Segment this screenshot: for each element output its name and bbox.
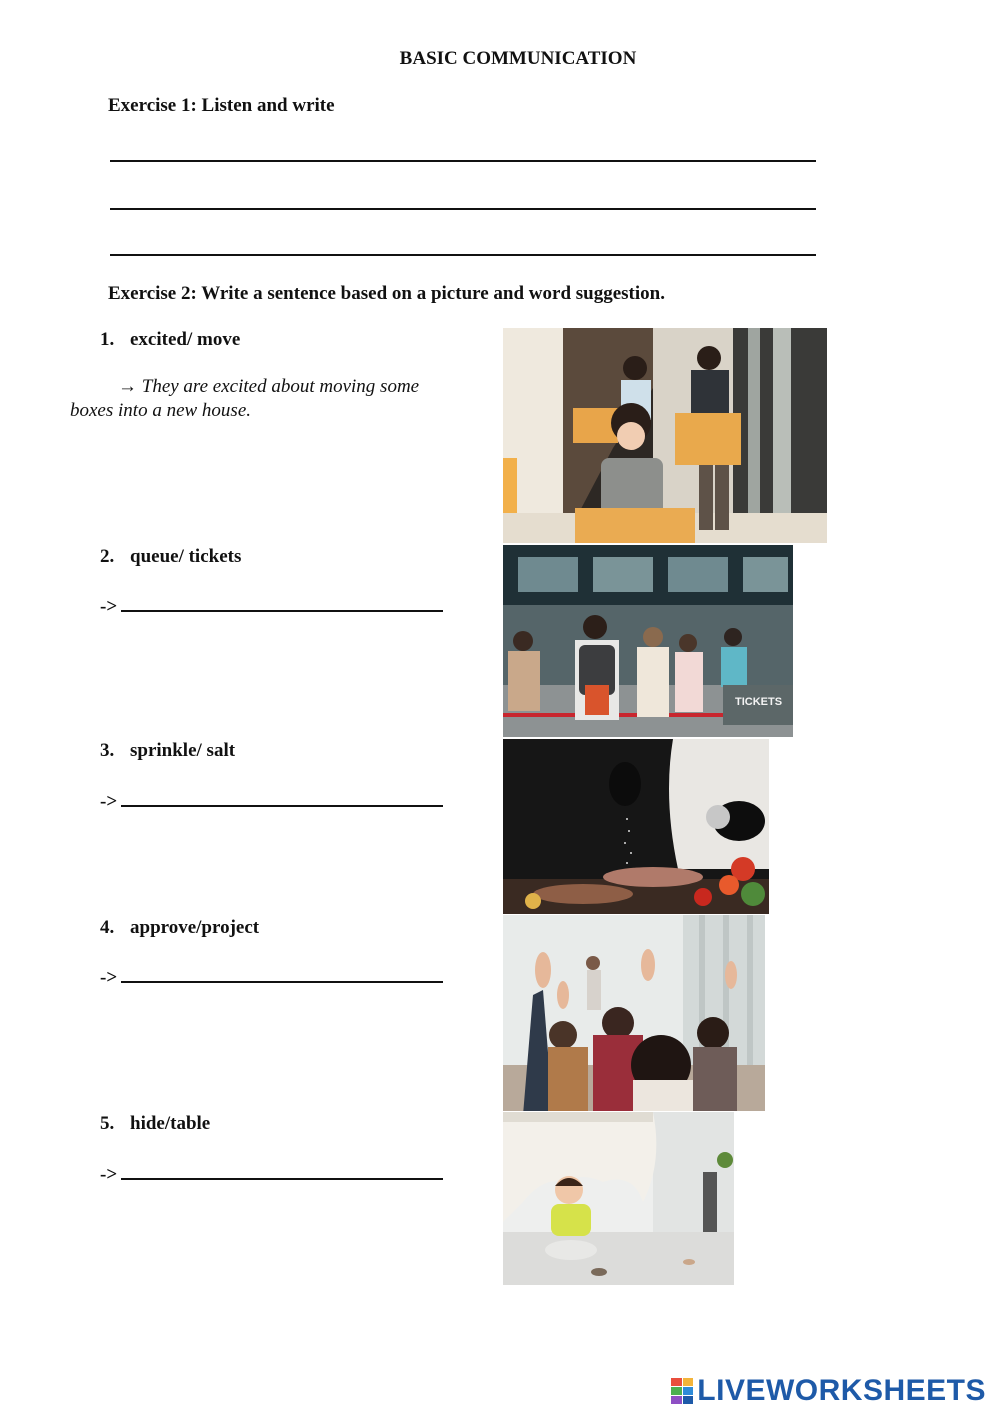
page-title: BASIC COMMUNICATION: [399, 48, 637, 69]
item-number: 2.: [100, 546, 115, 567]
sprinkling-salt-photo: [503, 739, 769, 914]
ticket-queue-photo: [503, 545, 793, 737]
item-prompt: excited/ move: [130, 329, 241, 350]
item-prompt: approve/project: [130, 917, 260, 938]
item-prompt: queue/ tickets: [130, 546, 242, 567]
family-moving-boxes-photo: [503, 328, 827, 543]
item-number: 3.: [100, 740, 115, 761]
item-4-answer-row: [100, 963, 443, 989]
answer-arrow: ->: [100, 1164, 118, 1185]
answer-line-3[interactable]: [110, 254, 816, 256]
item-prompt: sprinkle/ salt: [130, 740, 236, 761]
answer-line-1[interactable]: [110, 160, 816, 162]
example-line-1: They are excited about moving some: [141, 376, 420, 397]
answer-blank[interactable]: [121, 787, 443, 807]
item-5-label: [100, 1113, 210, 1135]
item-5-answer-row: [100, 1160, 443, 1186]
logo-text: LIVEWORKSHEETS: [697, 1374, 986, 1407]
raised-hands-meeting-photo: [503, 915, 765, 1111]
item-2-answer-row: [100, 592, 443, 618]
item-number: 5.: [100, 1113, 115, 1134]
answer-arrow: ->: [100, 967, 118, 988]
answer-arrow: ->: [100, 791, 118, 812]
answer-blank[interactable]: [121, 963, 443, 983]
example-line-2: boxes into a new house.: [70, 400, 252, 421]
liveworksheets-logo: [671, 1374, 986, 1408]
answer-blank[interactable]: [121, 1160, 443, 1180]
item-1-label: [100, 329, 240, 351]
item-4-label: [100, 917, 259, 939]
item-prompt: hide/table: [130, 1113, 211, 1134]
item-3-label: [100, 740, 235, 762]
item-2-label: [100, 546, 241, 568]
answer-blank[interactable]: [121, 592, 443, 612]
arrow-icon: →: [118, 376, 137, 397]
item-3-answer-row: [100, 787, 443, 813]
exercise-1-heading: Exercise 1: Listen and write: [108, 95, 335, 116]
answer-arrow: ->: [100, 596, 118, 617]
child-under-table-photo: [503, 1112, 734, 1285]
example-answer: [70, 375, 450, 423]
tickets-sign: TICKETS: [735, 696, 783, 708]
item-number: 1.: [100, 329, 115, 350]
item-number: 4.: [100, 917, 115, 938]
answer-line-2[interactable]: [110, 208, 816, 210]
exercise-2-heading: Exercise 2: Write a sentence based on a picture and word suggestion.: [108, 283, 665, 304]
liveworksheets-logo-icon: [671, 1378, 693, 1404]
